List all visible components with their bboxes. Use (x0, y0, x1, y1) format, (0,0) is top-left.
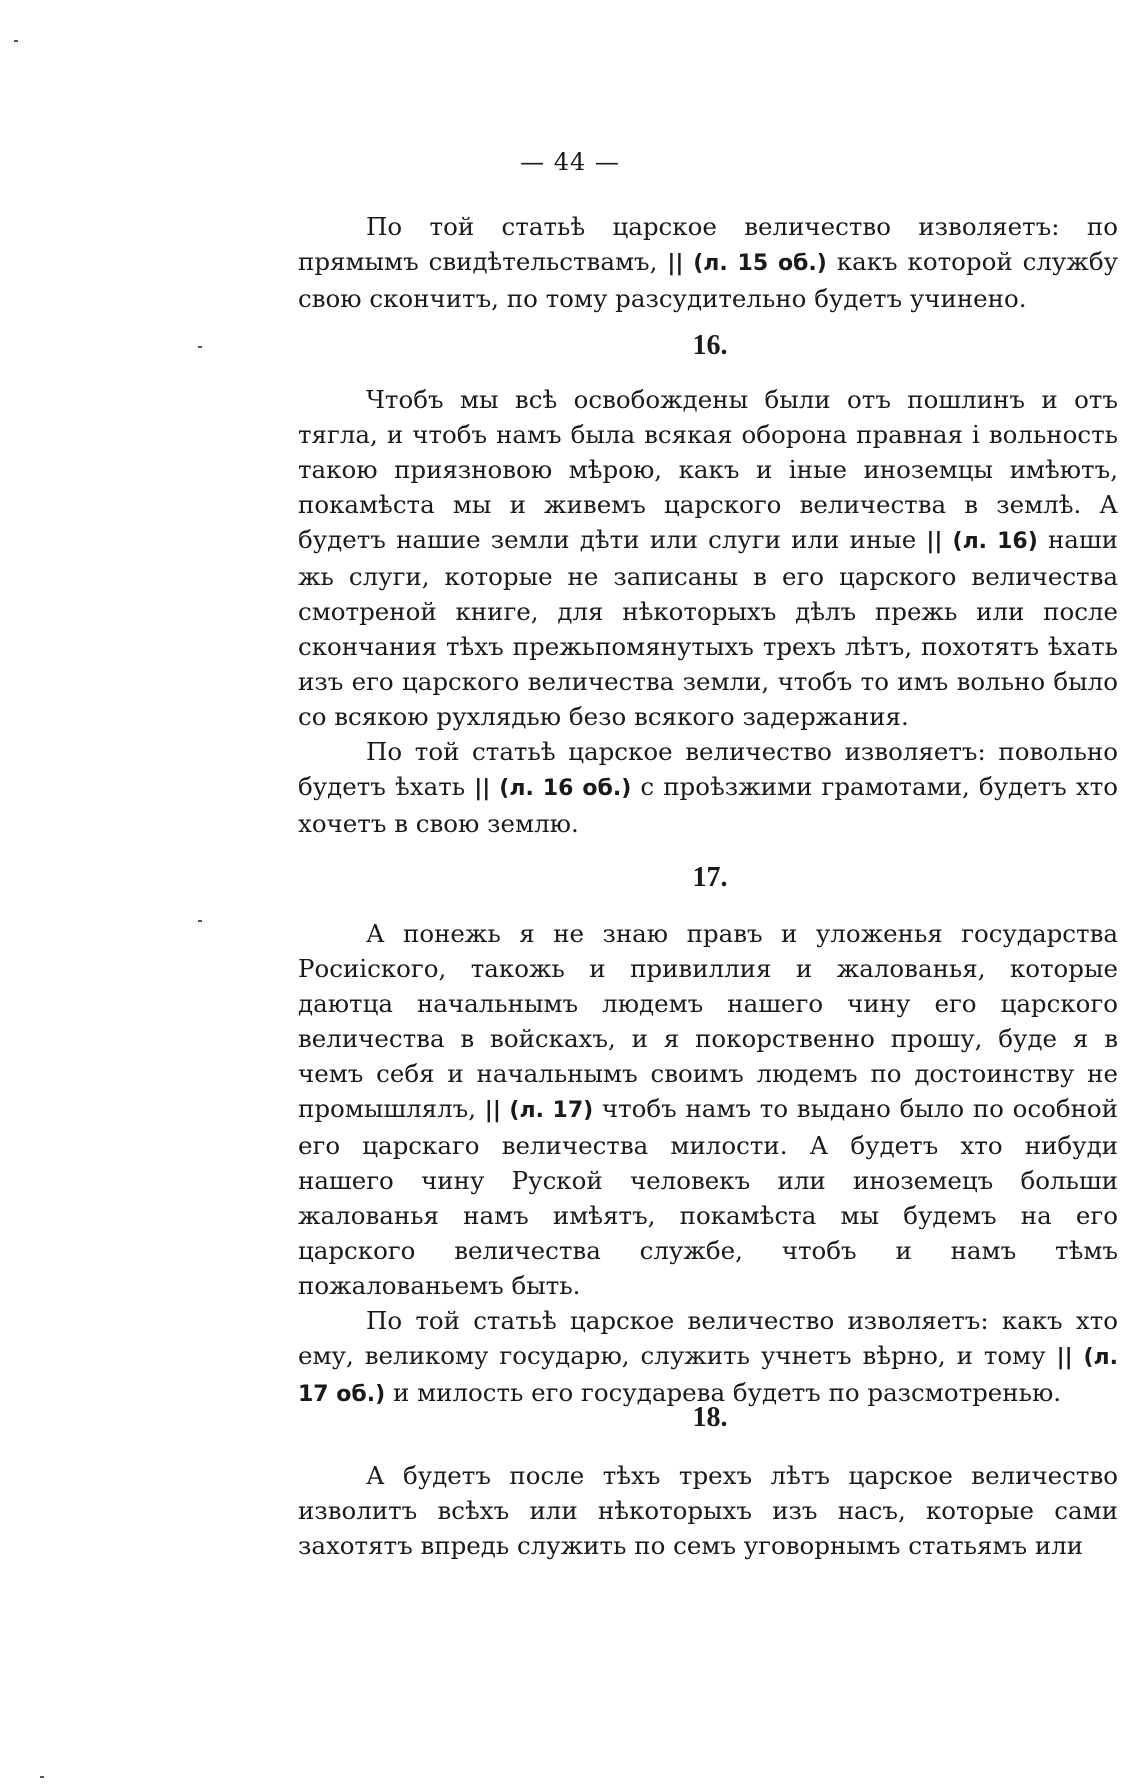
paragraph-text: наши жь слуги, которые не записаны в его царского величества смотреной книге, для нѣкоторыхъ дѣлъ прежь или после скончания тѣхъ прежьпомянутыхъ трехъ лѣтъ, похотятъ ѣхать изъ его царского величества земли, чтобъ то имъ вольно было со всякою рухлядью безо всякого задержания. (298, 525, 1118, 731)
paragraph-text: По той статьѣ царское величество изволяетъ: какъ хто ему, великому государю, служить учнетъ вѣрно, и тому (298, 1306, 1118, 1370)
paragraph-text: По той статьѣ царское величество изволяетъ: повольно будетъ ѣхать (298, 737, 1118, 801)
paragraph: А будетъ после тѣхъ трехъ лѣтъ царское величество изволитъ всѣхъ или нѣкоторыхъ изъ насъ, которые сами захотятъ впредь служить по семъ уговорнымъ статьямъ или (298, 1461, 1118, 1560)
folio-reference: || (л. 15 об.) (667, 251, 827, 276)
section-number: 18. (692, 1402, 728, 1433)
section-17-body (298, 916, 1118, 1412)
folio-reference: || (л. 17) (484, 1098, 594, 1123)
paragraph (298, 734, 1118, 841)
paragraph-text: с проѣзжими грамотами, будетъ хто хочетъ в свою землю. (298, 772, 1119, 838)
paragraph (298, 1303, 1118, 1412)
scan-speck (14, 40, 18, 42)
paragraph (298, 382, 1118, 734)
scan-speck (40, 1776, 44, 1778)
paragraph-text: чтобъ намъ то выдано было по особной его царскаго величества милости. А будетъ хто нибуди нашего чину Руской человекъ или иноземецъ больши жалованья намъ имѣятъ, покамѣста мы будемъ на его царского величества службе, чтобъ и намъ тѣмъ пожалованьемъ быть. (298, 1094, 1119, 1300)
paragraph-text: Чтобъ мы всѣ освобождены были отъ пошлинъ и отъ тягла, и чтобъ намъ была всякая оборона правная і вольность такою приязновою мѣрою, какъ и іные иноземцы имѣютъ, покамѣста мы и живемъ царского величества в землѣ. А будетъ нашие земли дѣти или слуги или иные (298, 385, 1118, 554)
folio-reference: || (л. 16 об.) (474, 776, 632, 801)
paragraph (298, 209, 1118, 316)
section-number: 17. (692, 862, 728, 893)
paragraph-text: какъ которой службу свою скончитъ, по тому разсудительно будетъ учинено. (298, 247, 1119, 313)
paragraph (298, 916, 1118, 1303)
section-16-body (298, 382, 1118, 841)
folio-reference: || (л. 17 об.) (298, 1345, 1118, 1407)
paragraph-text: По той статьѣ царское величество изволяетъ: по прямымъ свидѣтельствамъ, (298, 212, 1118, 276)
section-15-answer (298, 209, 1118, 316)
paragraph-text: А понежь я не знаю правъ и уложенья государства Росиіского, такожь и привиллия и жалованья, которые даютца начальнымъ людемъ нашего чину его царского величества в войскахъ, и я покорственно прошу, буде я в чемъ себя и начальнымъ своимъ людемъ по достоинству не промышлялъ, (298, 919, 1118, 1123)
folio-reference: || (л. 16) (926, 529, 1038, 554)
section-18-body (298, 1458, 1118, 1563)
section-number: 16. (692, 330, 728, 361)
scan-speck (198, 920, 202, 922)
paragraph-text: и милость его государева будетъ по разсмотренью. (385, 1378, 1062, 1407)
page-number: — 44 — (520, 148, 620, 176)
